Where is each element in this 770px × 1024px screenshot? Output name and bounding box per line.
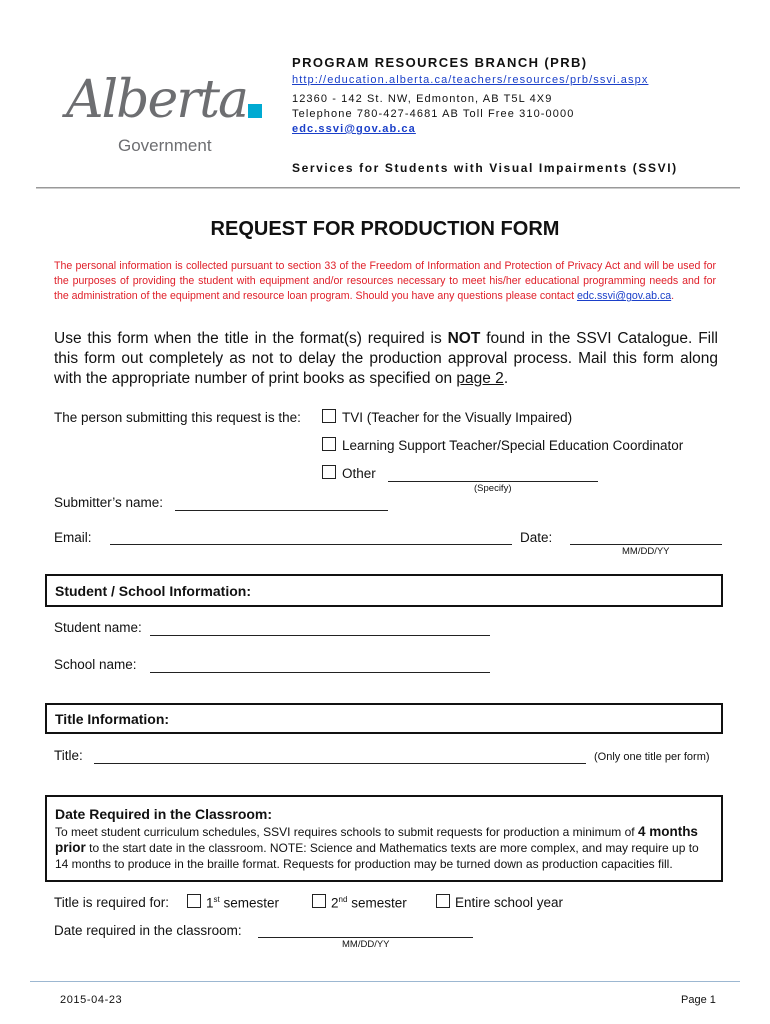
student-name-field[interactable] [150, 635, 490, 636]
logo-government: Government [118, 136, 212, 155]
intro-text-2: found in the SSVI Catalogue. Fill this form out completely as not to delay the production approval process. Mail this form along with the appropriate number of print books as specified on [54, 330, 718, 387]
entire-year-checkbox[interactable] [436, 894, 450, 908]
date-hint: MM/DD/YY [622, 546, 670, 557]
email-label: Email: [54, 530, 92, 545]
branch-telephone: Telephone 780-427-4681 AB Toll Free 310-0000 [292, 108, 575, 120]
date-required-field[interactable] [258, 937, 473, 938]
second-semester-checkbox[interactable] [312, 894, 326, 908]
branch-address: 12360 - 142 St. NW, Edmonton, AB T5L 4X9 [292, 93, 553, 105]
specify-hint: (Specify) [474, 483, 512, 494]
date-text-2: to the start date in the classroom. NOTE: Science and Mathematics texts are more complex, and may require up to 14 months to produce in the braille format. Requests for production may be turned down as production capacities fill. [55, 841, 699, 871]
date-bold-months: 4 months [637, 824, 698, 839]
date-bold-prior: prior [55, 840, 86, 855]
school-name-label: School name: [54, 657, 137, 672]
date-required-label: Date required in the classroom: [54, 923, 242, 938]
student-name-label: Student name: [54, 620, 142, 635]
second-semester-label [331, 895, 407, 911]
branch-name: PROGRAM RESOURCES BRANCH (PRB) [292, 55, 588, 70]
school-name-field[interactable] [150, 672, 490, 673]
intro-paragraph [54, 329, 718, 389]
title-note: (Only one title per form) [594, 751, 710, 763]
student-section-heading: Student / School Information: [55, 583, 251, 599]
other-label: Other [342, 466, 376, 481]
second-semester-word: semester [351, 895, 407, 911]
date-field[interactable] [570, 544, 722, 545]
tvi-checkbox[interactable] [322, 409, 336, 423]
first-semester-sup: st [213, 895, 220, 904]
intro-not: NOT [447, 330, 481, 347]
alberta-logo [62, 72, 272, 162]
service-name: Services for Students with Visual Impairments (SSVI) [292, 161, 678, 175]
first-semester-label [206, 895, 279, 911]
tvi-label: TVI (Teacher for the Visually Impaired) [342, 410, 573, 425]
date-section-text [55, 824, 715, 872]
other-checkbox[interactable] [322, 465, 336, 479]
logo-wordmark: Alberta [66, 70, 247, 130]
submitter-name-field[interactable] [175, 510, 388, 511]
first-semester-word: semester [223, 895, 280, 911]
footer-divider [30, 981, 740, 982]
second-semester-num: 2 [331, 895, 339, 911]
footer-date: 2015-04-23 [60, 994, 123, 1006]
title-section-heading: Title Information: [55, 711, 170, 727]
title-label: Title: [54, 748, 83, 763]
branch-url[interactable]: http://education.alberta.ca/teachers/resources/prb/ssvi.aspx [292, 74, 649, 86]
privacy-end: . [671, 290, 675, 302]
privacy-text: The personal information is collected pursuant to section 33 of the Freedom of Information and Protection of Privacy Act and will be used for the purposes of providing the student with equipment and/or resources necessary to meet his/her educational programming needs and for the administration of the equipment and resource loan program. Should you have any questions please contact [54, 260, 716, 302]
privacy-notice [54, 259, 716, 304]
date-label: Date: [520, 530, 553, 545]
title-section-box [45, 703, 723, 734]
learning-support-checkbox[interactable] [322, 437, 336, 451]
date-text-1: To meet student curriculum schedules, SSVI requires schools to submit requests for production a minimum of [55, 825, 635, 839]
privacy-email-link[interactable]: edc.ssvi@gov.ab.ca [576, 290, 672, 302]
submitter-name-label: Submitter’s name: [54, 495, 164, 510]
page-2-link[interactable]: page 2 [456, 370, 504, 387]
title-field[interactable] [94, 763, 586, 764]
required-for-label: Title is required for: [54, 895, 170, 910]
submitter-question: The person submitting this request is the: [54, 410, 301, 425]
date-section-box [45, 795, 723, 882]
header-divider [36, 187, 740, 189]
logo-square-icon [248, 104, 262, 118]
second-semester-sup: nd [338, 895, 348, 904]
intro-text-1: Use this form when the title in the format(s) required is [54, 330, 442, 347]
student-section-box [45, 574, 723, 607]
form-title: REQUEST FOR PRODUCTION FORM [210, 218, 560, 240]
learning-support-label: Learning Support Teacher/Special Education Coordinator [342, 438, 684, 453]
footer-page: Page 1 [681, 994, 716, 1006]
date-required-hint: MM/DD/YY [342, 939, 390, 950]
branch-email[interactable]: edc.ssvi@gov.ab.ca [292, 123, 416, 135]
first-semester-checkbox[interactable] [187, 894, 201, 908]
other-specify-field[interactable] [388, 481, 598, 482]
email-field[interactable] [110, 544, 512, 545]
first-semester-num: 1 [206, 895, 214, 911]
date-section-heading: Date Required in the Classroom: [55, 806, 273, 822]
entire-year-label: Entire school year [455, 895, 564, 910]
intro-end: . [503, 370, 509, 387]
